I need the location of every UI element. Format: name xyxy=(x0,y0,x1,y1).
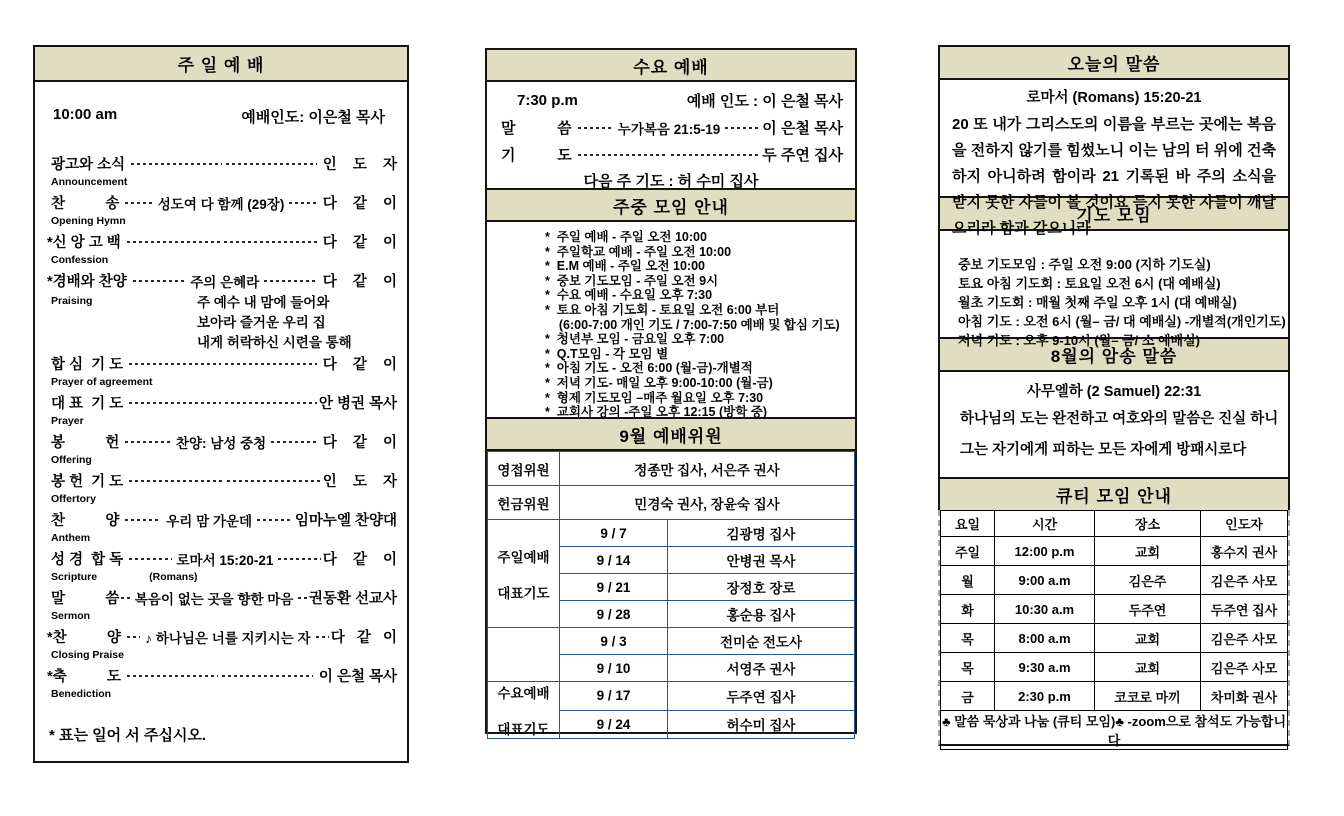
table-row xyxy=(488,486,855,520)
name-cell: 김광명 집사 xyxy=(668,520,855,547)
weekly-meetings-title: 주중 모임 안내 xyxy=(485,188,857,222)
next-week-prayer: 다음 주 기도 : 허 수미 집사 xyxy=(583,173,759,190)
service-time: 10:00 am xyxy=(53,106,118,123)
hymn-line: 내게 허락하신 시련을 통해 xyxy=(197,335,352,350)
service-item-praising: *경배와 찬양 주의 은혜라 다 같 이 Praising 주 예수 내 맘에 들어와 보아라 즐거운 우리 집 내게 허락하신 시련을 통해 xyxy=(35,270,407,351)
service-item-prayer: 대 표 기 도 안 병권 목사 Prayer xyxy=(47,396,398,427)
committee-names-cell: 민경숙 권사, 장윤숙 집사 xyxy=(560,486,855,520)
table-row: 화 10:30 a.m 두주연 두주연 집사 xyxy=(941,595,1288,624)
stand-footnote: * 표는 일어 서 주십시오. xyxy=(49,727,207,744)
service-item-sermon: 말 씀 복음이 없는 곳을 향한 마음 권동환 선교사 Sermon xyxy=(47,591,397,622)
weekly-item: * 토요 아침 기도회 - 토요일 오전 6:00 부터 xyxy=(545,302,780,317)
service-leader: 예배인도: 이은철 목사 xyxy=(241,109,385,126)
qt-meetings-title: 큐티 모임 안내 xyxy=(938,477,1290,512)
wednesday-prayer-row: 기 도 두 주연 집사 xyxy=(501,147,843,164)
qt-note-row xyxy=(941,711,1288,750)
weekly-item: * 중보 기도모임 - 주일 오전 9시 xyxy=(545,273,719,288)
weekly-item: * 형제 기도모임 –매주 월요일 오후 7:30 xyxy=(545,390,764,405)
date-cell: 9 / 7 xyxy=(560,520,668,547)
date-cell: 9 / 24 xyxy=(560,710,668,739)
name-cell: 서영주 권사 xyxy=(668,655,855,682)
panel-right xyxy=(938,45,1290,746)
table-row xyxy=(488,452,855,486)
name-cell: 두주연 집사 xyxy=(668,682,855,711)
prayer-item: 토요 아침 기도회 : 토요일 오전 6시 (대 예배실) xyxy=(958,276,1221,291)
service-item-prayer-of-agreement: 합 심 기 도 다 같 이 Prayer of agreement xyxy=(47,357,398,388)
committee-names-cell: 정종만 집사, 서은주 권사 xyxy=(560,452,855,486)
date-cell: 9 / 14 xyxy=(560,547,668,574)
empty-group-cell xyxy=(488,628,560,682)
memory-verse-line: 하나님의 도는 완전하고 여호와의 말씀은 진실 하니 xyxy=(960,411,1279,427)
name-cell: 허수미 집사 xyxy=(668,710,855,739)
memory-verse-line: 그는 자기에게 피하는 모든 자에게 방패시로다 xyxy=(960,442,1247,458)
prayer-meetings-title: 기도 모임 xyxy=(938,196,1290,231)
prayer-meetings-body xyxy=(938,229,1290,348)
weekly-item: * 저녁 기도- 매일 오후 9:00-10:00 (월-금) xyxy=(545,375,773,390)
date-cell: 9 / 10 xyxy=(560,655,668,682)
qt-note: ♣ 말씀 묵상과 나눔 (큐티 모임)♣ -zoom으로 참석도 가능합니다 xyxy=(941,711,1288,750)
weekly-item: * Q.T모임 - 각 모임 별 xyxy=(545,346,669,361)
date-cell: 9 / 21 xyxy=(560,574,668,601)
weekly-item: * 교회사 강의 -주일 오후 12:15 (방학 중) xyxy=(545,405,768,420)
prayer-item: 월초 기도회 : 매월 첫째 주일 오후 1시 (대 예배실) xyxy=(958,295,1237,310)
memory-verse-body xyxy=(938,370,1290,479)
service-item-announcement: 광고와 소식 인 도 자 Announcement xyxy=(47,157,397,188)
service-item-benediction: *축 도 이 은철 목사 Benediction xyxy=(47,669,398,700)
table-row xyxy=(488,682,855,711)
sunday-service-title: 주 일 예 배 xyxy=(33,45,409,82)
sunday-prayer-group-cell: 주일예배 대표기도 xyxy=(488,520,560,628)
wednesday-service-body xyxy=(485,80,857,190)
wednesday-time: 7:30 p.m xyxy=(517,92,578,109)
date-cell: 9 / 3 xyxy=(560,628,668,655)
table-row: 주일 12:00 p.m 교회 홍수지 권사 xyxy=(941,537,1288,566)
wednesday-leader: 예배 인도 : 이 은철 목사 xyxy=(686,93,843,110)
prayer-item: 저녁 기도 : 오후 9-10시 (월– 금/ 소 예배실) xyxy=(958,333,1200,348)
table-row: 목 8:00 a.m 교회 김은주 사모 xyxy=(941,624,1288,653)
memory-verse-reference: 사무엘하 (2 Samuel) 22:31 xyxy=(1026,384,1202,400)
service-item-offering: 봉 헌 찬양: 남성 중청 다 같 이 Offering xyxy=(47,435,398,466)
service-item-opening-hymn: 찬 송 성도여 다 함께 (29장) 다 같 이 Opening Hymn xyxy=(47,196,397,227)
weekly-item: (6:00-7:00 개인 기도 / 7:00-7:50 예배 및 합심 기도) xyxy=(545,317,840,332)
weekly-item: * 주일학교 예배 - 주일 오전 10:00 xyxy=(545,244,732,259)
weekly-item: * 주일 예배 - 주일 오전 10:00 xyxy=(545,230,707,244)
table-row: 월 9:00 a.m 김은주 김은주 사모 xyxy=(941,566,1288,595)
weekly-item: * 아침 기도 - 오전 6:00 (월-금)-개별적 xyxy=(545,361,753,376)
september-committee-table xyxy=(485,449,857,737)
wednesday-sermon-row: 말 씀 누가복음 21:5-19 이 은철 목사 xyxy=(501,120,844,137)
committee-role-cell: 영접위원 xyxy=(488,452,560,486)
service-item-scripture: 성 경 합 독 로마서 15:20-21 다 같 이 Scripture (Romans) xyxy=(47,552,397,583)
panel-sunday-service xyxy=(33,45,409,763)
sunday-service-body xyxy=(33,80,409,763)
prayer-item: 중보 기도모임 : 주일 오전 9:00 (지하 기도실) xyxy=(958,257,1211,272)
weekly-item: * 수요 예배 - 수요일 오후 7:30 xyxy=(545,288,713,303)
name-cell: 홍순용 집사 xyxy=(668,601,855,628)
sunday-time-row xyxy=(35,106,407,127)
todays-word-title: 오늘의 말씀 xyxy=(938,45,1290,80)
service-item-anthem: 찬 양 우리 맘 가운데 임마누엘 찬양대 Anthem xyxy=(47,513,397,544)
scripture-verse: 20 또 내가 그리스도의 이름을 부르는 곳에는 복음을 전하지 않기를 힘썼노니 이는 남의 터 위에 건축하지 아니하려 함이라 21 기록된 바 주의 소식을 받지 못한 자들이 볼 것이요 듣지 못한 자들이 깨달으리라 함과 같으니라 xyxy=(952,116,1276,237)
table-row xyxy=(488,628,855,655)
memory-verse-title: 8월의 암송 말씀 xyxy=(938,337,1290,372)
weekly-item: * E.M 예배 - 주일 오전 10:00 xyxy=(545,259,705,274)
service-item-offertory: 봉 헌 기 도 인 도 자 Offertory xyxy=(47,474,398,505)
column-header: 인도자 xyxy=(1201,511,1288,537)
column-header: 시간 xyxy=(995,511,1095,537)
date-cell: 9 / 28 xyxy=(560,601,668,628)
order-of-service xyxy=(35,153,407,702)
hymn-line: 보아라 즐거운 우리 집 xyxy=(197,315,326,330)
committee-role-cell: 헌금위원 xyxy=(488,486,560,520)
service-item-closing-praise: *찬 양 ♪ 하나님은 너를 지키시는 자 다 같 이 Closing Praise xyxy=(47,630,397,661)
column-header: 장소 xyxy=(1095,511,1201,537)
date-cell: 9 / 17 xyxy=(560,682,668,711)
table-row: 금 2:30 p.m 코코로 마끼 차미화 권사 xyxy=(941,682,1288,711)
september-committee-title: 9월 예배위원 xyxy=(485,417,857,451)
weekly-meetings-body xyxy=(485,220,857,419)
panel-middle xyxy=(485,48,857,737)
table-row xyxy=(488,520,855,547)
qt-meetings-table xyxy=(938,510,1290,746)
wednesday-prayer-group-cell: 수요예배 대표기도 xyxy=(488,682,560,739)
name-cell: 장정호 장로 xyxy=(668,574,855,601)
table-header-row xyxy=(941,511,1288,537)
name-cell: 전미순 전도사 xyxy=(668,628,855,655)
name-cell: 안병권 목사 xyxy=(668,547,855,574)
column-header: 요일 xyxy=(941,511,995,537)
table-row: 목 9:30 a.m 교회 김은주 사모 xyxy=(941,653,1288,682)
prayer-item: 아침 기도 : 오전 6시 (월– 금/ 대 예배실) -개별적(개인기도) xyxy=(958,314,1286,329)
wednesday-service-title: 수요 예배 xyxy=(485,48,857,82)
service-item-confession: *신 앙 고 백 다 같 이 Confession xyxy=(47,235,398,266)
weekly-item: * 청년부 모임 - 금요일 오후 7:00 xyxy=(545,332,725,347)
scripture-reference: 로마서 (Romans) 15:20-21 xyxy=(1026,90,1202,106)
